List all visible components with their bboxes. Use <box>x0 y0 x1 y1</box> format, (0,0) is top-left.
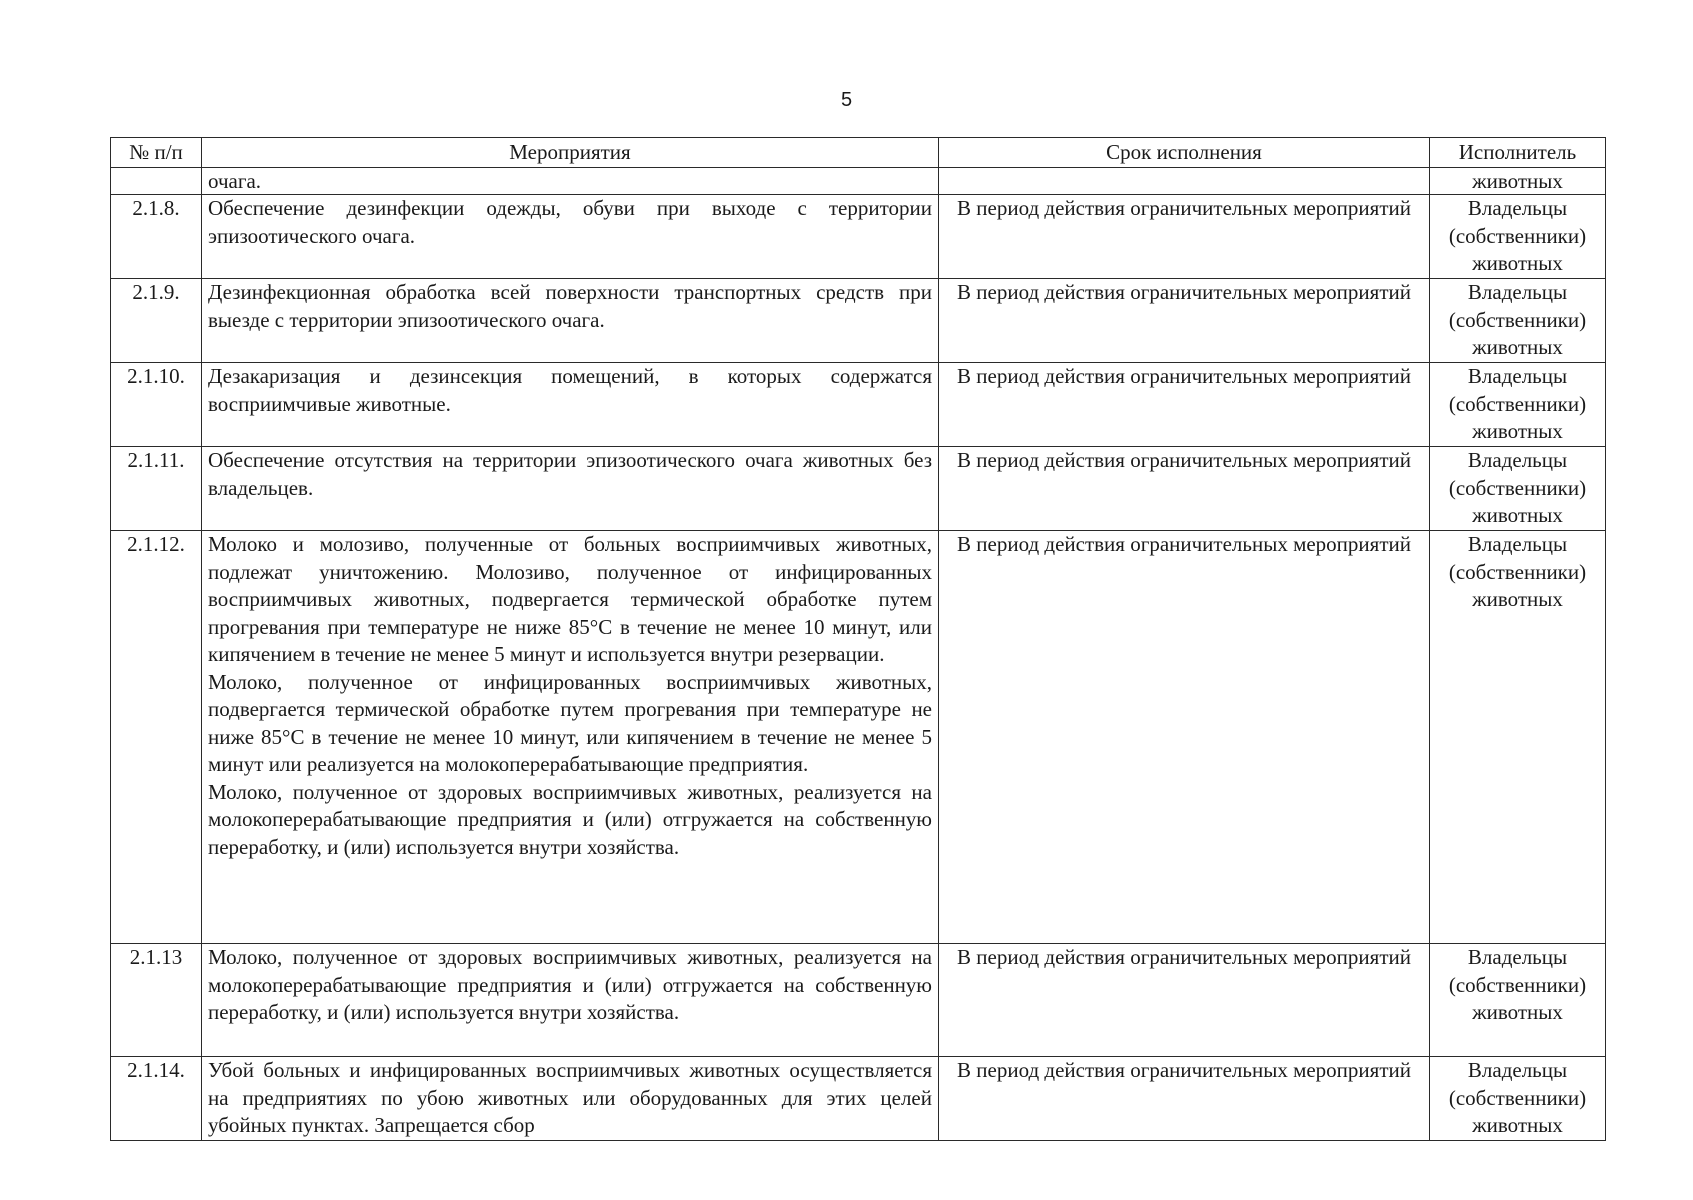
cell-num: 2.1.8. <box>111 195 202 279</box>
cell-num: 2.1.12. <box>111 531 202 944</box>
measure-paragraph: Молоко, полученное от инфицированных восприимчивых животных, подвергается термической обработке путем прогревания при температуре не ниже 85°С в течение не менее 10 минут, или кипячением в течение не менее 5 минут или реализуется на молокоперерабатывающие предприятия. <box>208 669 932 776</box>
cell-measure: Обеспечение отсутствия на территории эпизоотического очага животных без владельцев. <box>202 447 939 531</box>
cell-measure: очага. <box>202 168 939 195</box>
cell-executor: Владельцы (собственники) животных <box>1430 279 1606 363</box>
header-measure: Мероприятия <box>202 138 939 168</box>
cell-num: 2.1.10. <box>111 363 202 447</box>
cell-measure: Дезакаризация и дезинсекция помещений, в которых содержатся восприимчивые животные. <box>202 363 939 447</box>
cell-term: В период действия ограничительных мероприятий <box>939 1057 1430 1141</box>
table-row <box>111 531 1606 944</box>
cell-measure: Дезинфекционная обработка всей поверхности транспортных средств при выезде с территории эпизоотического очага. <box>202 279 939 363</box>
header-num: № п/п <box>111 138 202 168</box>
cell-term: В период действия ограничительных мероприятий <box>939 944 1430 1057</box>
cell-measure: Убой больных и инфицированных восприимчивых животных осуществляется на предприятиях по убою животных или оборудованных для этих целей убойных пунктах. Запрещается сбор <box>202 1057 939 1141</box>
cell-executor: Владельцы (собственники) животных <box>1430 531 1606 944</box>
measure-paragraph: Молоко и молозиво, полученные от больных восприимчивых животных, подлежат уничтожению. Молозиво, полученное от инфицированных восприимчивых животных, подвергается термической обработке путем прогревания при температуре не ниже 85°С в течение не менее 10 минут, или кипячением в течение не менее 5 минут и используется внутри резервации. <box>208 532 932 666</box>
cell-num: 2.1.14. <box>111 1057 202 1141</box>
cell-term: В период действия ограничительных мероприятий <box>939 195 1430 279</box>
cell-num: 2.1.9. <box>111 279 202 363</box>
table-row <box>111 944 1606 1057</box>
cell-num: 2.1.11. <box>111 447 202 531</box>
measures-table <box>110 137 1606 1141</box>
cell-executor: Владельцы (собственники) животных <box>1430 944 1606 1057</box>
cell-term: В период действия ограничительных мероприятий <box>939 363 1430 447</box>
table-row-carryover <box>111 168 1606 195</box>
cell-executor: Владельцы (собственники) животных <box>1430 447 1606 531</box>
page-number: 5 <box>840 89 853 111</box>
table-row <box>111 447 1606 531</box>
cell-executor: Владельцы (собственники) животных <box>1430 195 1606 279</box>
cell-measure: Молоко, полученное от здоровых восприимчивых животных, реализуется на молокоперерабатывающие предприятия и (или) отгружается на собственную переработку, и (или) используется внутри хозяйства. <box>202 944 939 1057</box>
cell-executor: животных <box>1430 168 1606 195</box>
cell-term: В период действия ограничительных мероприятий <box>939 279 1430 363</box>
cell-executor: Владельцы (собственники) животных <box>1430 363 1606 447</box>
table-row <box>111 1057 1606 1141</box>
cell-num: 2.1.13 <box>111 944 202 1057</box>
cell-term <box>939 168 1430 195</box>
header-term: Срок исполнения <box>939 138 1430 168</box>
cell-executor: Владельцы (собственники) животных <box>1430 1057 1606 1141</box>
cell-measure: Обеспечение дезинфекции одежды, обуви при выходе с территории эпизоотического очага. <box>202 195 939 279</box>
cell-term: В период действия ограничительных мероприятий <box>939 531 1430 944</box>
cell-measure <box>202 531 939 944</box>
measure-paragraph: Молоко, полученное от здоровых восприимчивых животных, реализуется на молокоперерабатывающие предприятия и (или) отгружается на собственную переработку, и (или) используется внутри хозяйства. <box>208 779 932 859</box>
cell-term: В период действия ограничительных мероприятий <box>939 447 1430 531</box>
header-executor: Исполнитель <box>1430 138 1606 168</box>
table-row <box>111 279 1606 363</box>
table-row <box>111 195 1606 279</box>
table-header-row <box>111 138 1606 168</box>
table-row <box>111 363 1606 447</box>
cell-num <box>111 168 202 195</box>
